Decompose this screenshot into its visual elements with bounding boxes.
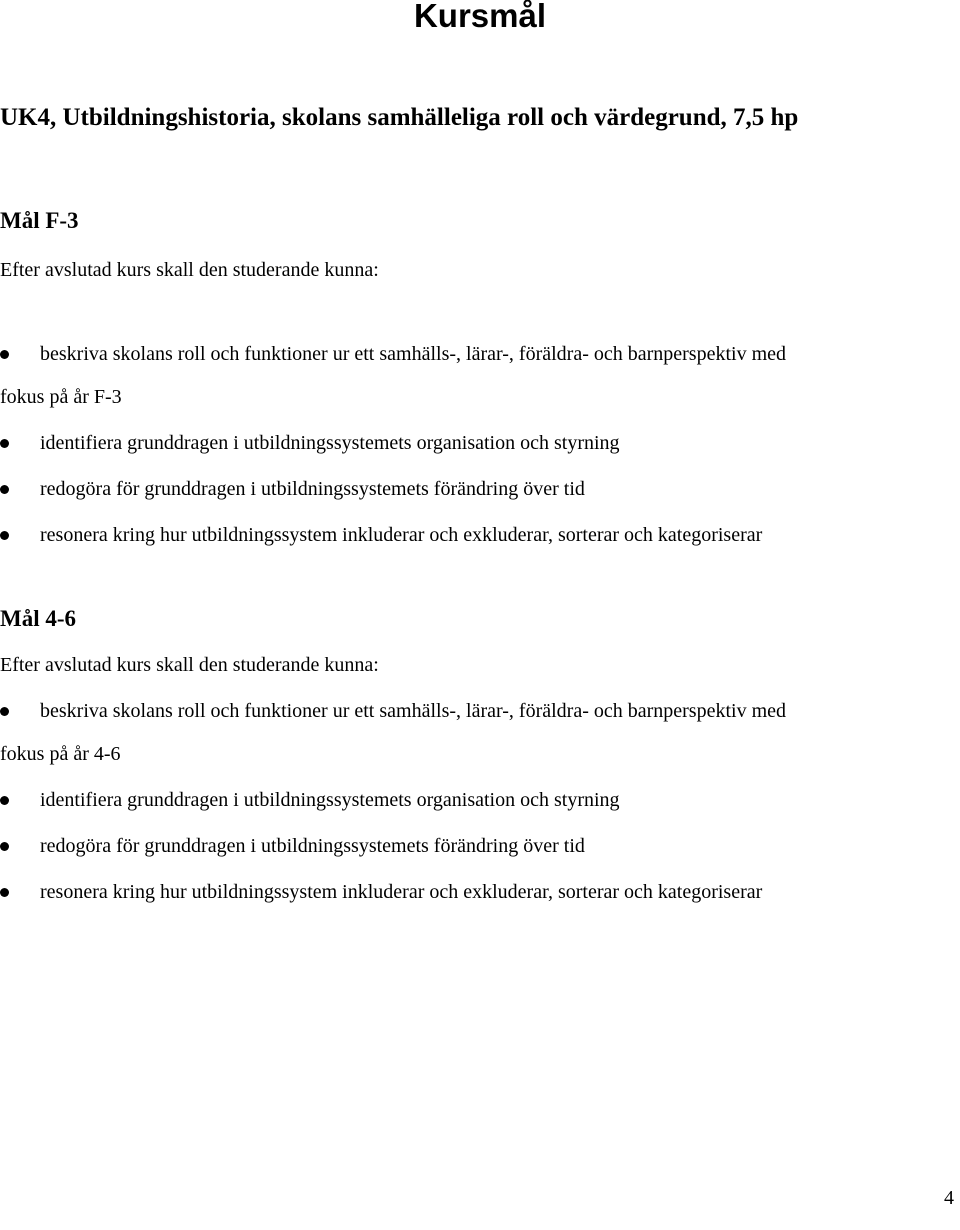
bullet-icon: [0, 796, 9, 805]
goal-item-continuation: fokus på år F-3: [0, 386, 122, 408]
goal-item-text: redogöra för grunddragen i utbildningssystemets förändring över tid: [40, 478, 585, 500]
goal-item-text: resonera kring hur utbildningssystem inkluderar och exkluderar, sorterar och kategoriserar: [40, 881, 763, 903]
goal-item: [0, 825, 940, 868]
section-heading-4-6: Mål 4-6: [0, 606, 77, 631]
section-intro-4-6: Efter avslutad kurs skall den studerande kunna:: [0, 654, 379, 676]
goal-item-continuation: fokus på år 4-6: [0, 743, 121, 765]
goal-item: [0, 422, 940, 465]
bullet-icon: [0, 439, 9, 448]
goal-list-f3: [0, 333, 940, 560]
bullet-icon: [0, 485, 9, 494]
goal-item-text: resonera kring hur utbildningssystem inkluderar och exkluderar, sorterar och kategoriserar: [40, 524, 763, 546]
bullet-icon: [0, 842, 9, 851]
goal-item-text: identifiera grunddragen i utbildningssystemets organisation och styrning: [40, 789, 620, 811]
goal-item: [0, 779, 940, 822]
goal-item: [0, 333, 940, 419]
goal-item-text: redogöra för grunddragen i utbildningssystemets förändring över tid: [40, 835, 585, 857]
goal-item: [0, 468, 940, 511]
bullet-icon: [0, 531, 9, 540]
goal-item: [0, 514, 940, 557]
course-title: UK4, Utbildningshistoria, skolans samhälleliga roll och värdegrund, 7,5 hp: [0, 104, 799, 131]
page-number: 4: [944, 1187, 954, 1209]
goal-item: [0, 690, 940, 776]
page-title: Kursmål: [413, 0, 547, 34]
section-heading-f3: Mål F-3: [0, 208, 79, 233]
goal-item-text: beskriva skolans roll och funktioner ur ett samhälls-, lärar-, föräldra- och barnperspektiv med: [40, 343, 787, 365]
bullet-icon: [0, 350, 9, 359]
goal-item-text: identifiera grunddragen i utbildningssystemets organisation och styrning: [40, 432, 620, 454]
goal-item: [0, 871, 940, 914]
goal-item-text: beskriva skolans roll och funktioner ur ett samhälls-, lärar-, föräldra- och barnperspektiv med: [40, 700, 787, 722]
section-intro-f3: Efter avslutad kurs skall den studerande kunna:: [0, 259, 379, 281]
goal-list-4-6: [0, 690, 940, 917]
bullet-icon: [0, 888, 9, 897]
bullet-icon: [0, 707, 9, 716]
